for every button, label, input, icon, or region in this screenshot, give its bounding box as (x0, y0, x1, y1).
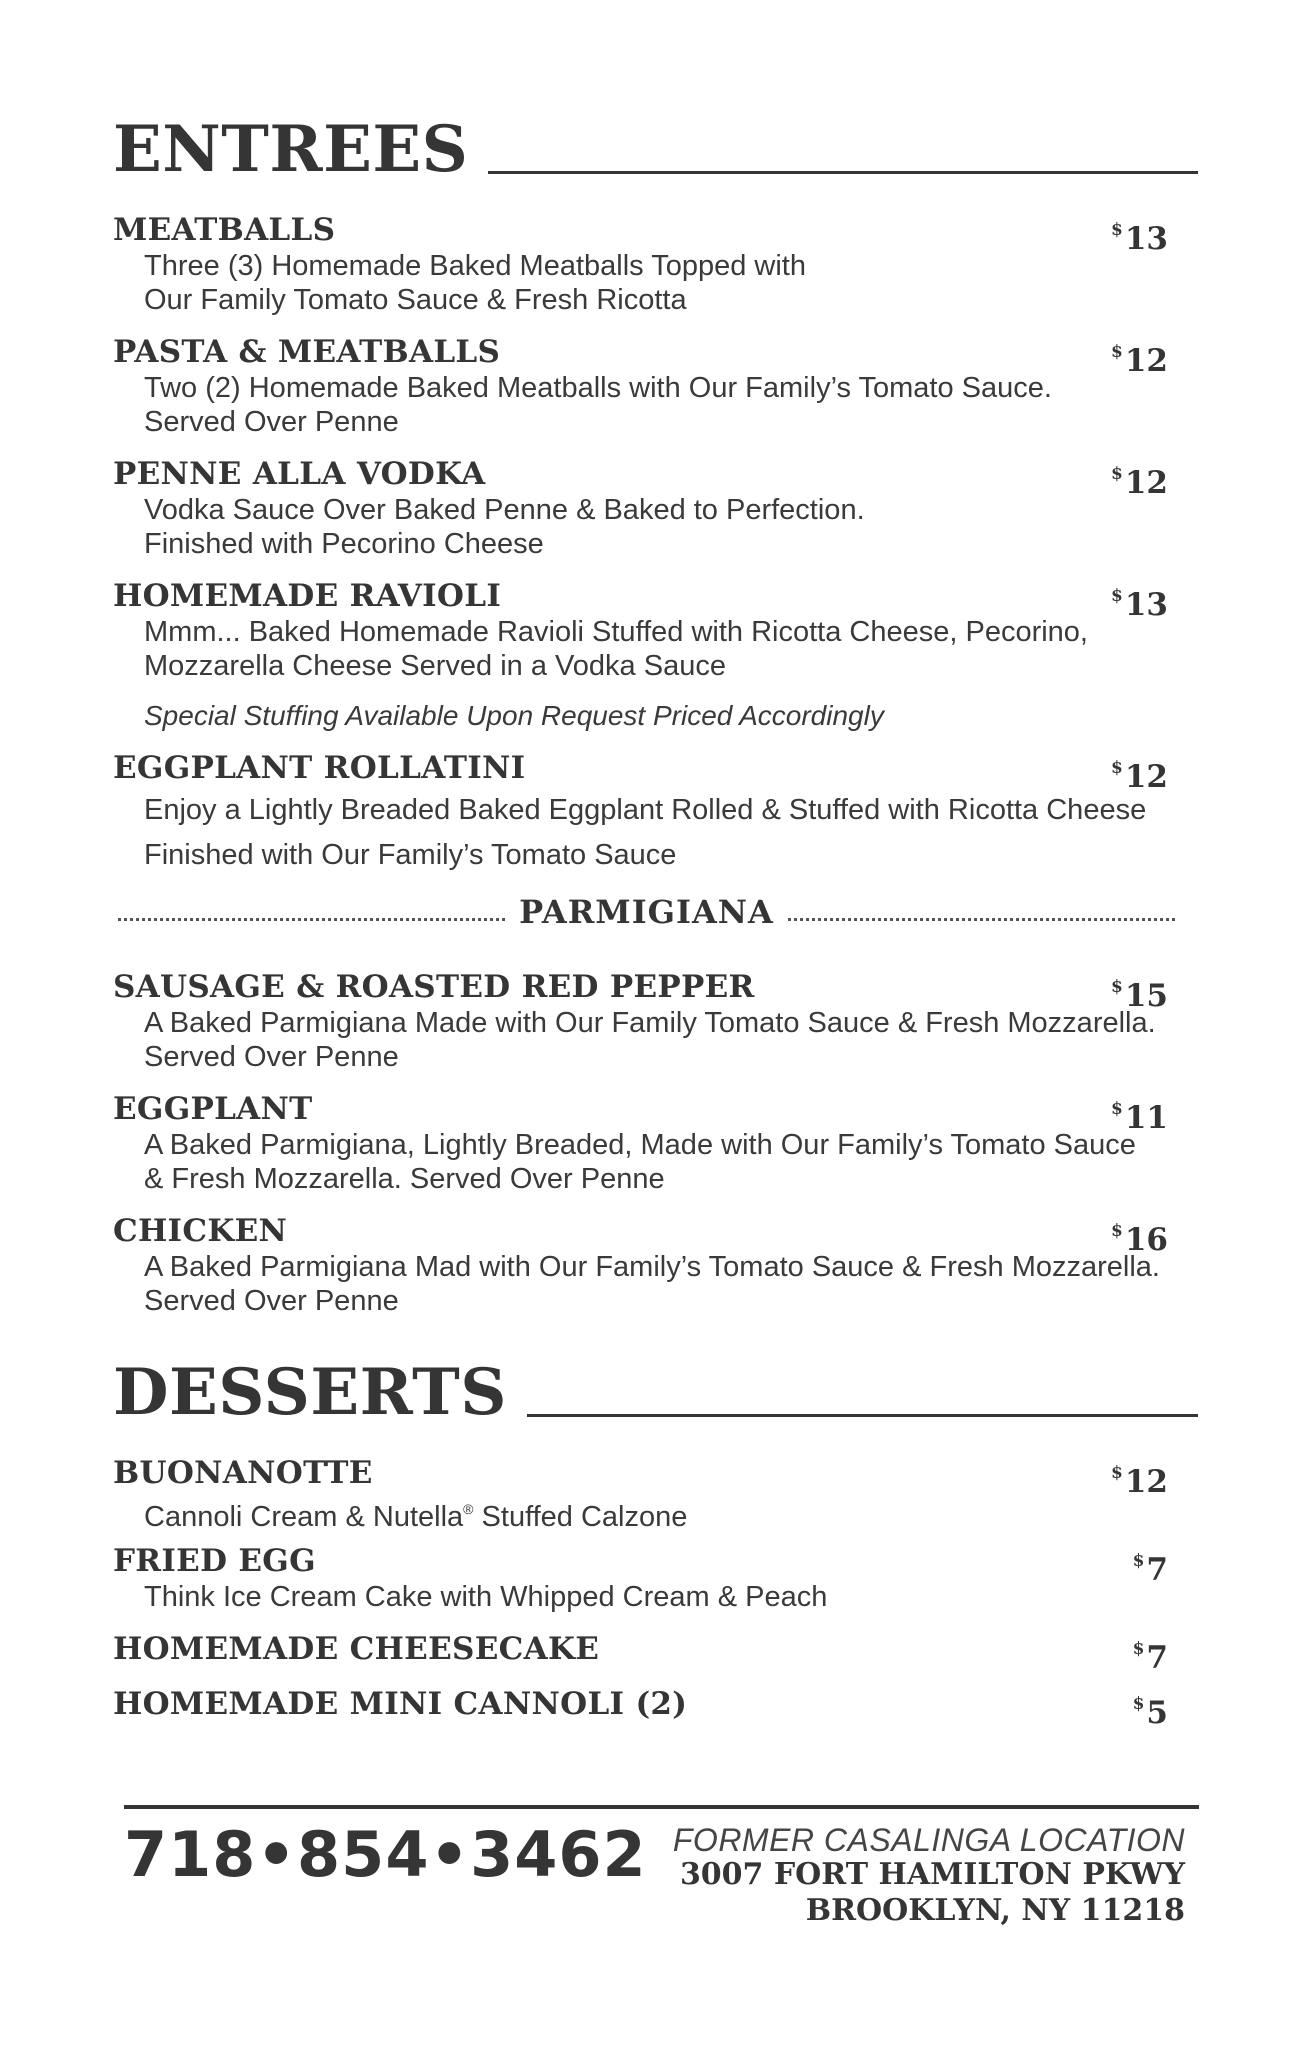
menu-item (113, 1212, 1168, 1318)
item-description: Two (2) Homemade Baked Meatballs with Our Family’s Tomato Sauce. (144, 372, 1052, 404)
item-description: Mmm... Baked Homemade Ravioli Stuffed with Ricotta Cheese, Pecorino, (144, 616, 1088, 648)
menu-item (113, 1542, 1168, 1614)
item-description: Served Over Penne (144, 406, 399, 438)
item-price (1111, 211, 1168, 258)
item-price (1111, 455, 1168, 502)
item-description: Finished with Our Family’s Tomato Sauce (144, 839, 677, 871)
menu-item (113, 455, 1168, 561)
item-price (1111, 1454, 1168, 1501)
entrees-title: ENTREES (113, 112, 469, 187)
item-name: HOMEMADE MINI CANNOLI (2) (113, 1686, 688, 1722)
item-name: HOMEMADE RAVIOLI (113, 578, 502, 614)
item-name: FRIED EGG (113, 1543, 316, 1579)
item-description: Our Family Tomato Sauce & Fresh Ricotta (144, 284, 687, 316)
item-description (144, 1492, 1168, 1534)
item-description: Served Over Penne (144, 1041, 399, 1073)
currency-symbol: $ (1111, 1099, 1123, 1119)
item-price (1111, 333, 1168, 380)
footer-rule (124, 1805, 1199, 1809)
currency-symbol: $ (1111, 586, 1123, 606)
price-value: 12 (1124, 343, 1168, 379)
item-description: Three (3) Homemade Baked Meatballs Topped with (144, 250, 806, 282)
price-value: 12 (1124, 1464, 1168, 1500)
price-value: 12 (1124, 759, 1168, 795)
menu-item (113, 577, 1168, 733)
desserts-title: DESSERTS (113, 1355, 507, 1430)
menu-item (113, 1630, 1168, 1676)
desserts-rule (527, 1414, 1198, 1417)
item-description: Mozzarella Cheese Served in a Vodka Sauce (144, 650, 726, 682)
currency-symbol: $ (1111, 1463, 1123, 1483)
item-name: BUONANOTTE (113, 1455, 373, 1491)
currency-symbol: $ (1111, 342, 1123, 362)
item-name: EGGPLANT ROLLATINI (113, 750, 526, 786)
item-name: MEATBALLS (113, 212, 336, 248)
item-name: PASTA & MEATBALLS (113, 334, 501, 370)
city-address: BROOKLYN, NY 11218 (805, 1893, 1185, 1928)
item-price (1133, 1630, 1168, 1677)
currency-symbol: $ (1132, 1551, 1145, 1571)
dotted-rule-right (788, 918, 1175, 921)
item-description: Finished with Pecorino Cheese (144, 528, 544, 560)
parmigiana-header (118, 892, 1175, 932)
street-address: 3007 FORT HAMILTON PKWY (679, 1857, 1185, 1892)
price-value: 5 (1146, 1695, 1168, 1731)
price-value: 16 (1124, 1222, 1168, 1258)
menu-item (113, 211, 1168, 317)
currency-symbol: $ (1111, 220, 1123, 240)
item-price (1111, 749, 1168, 796)
price-value: 7 (1146, 1640, 1168, 1676)
entrees-header (113, 112, 1198, 187)
item-description: Vodka Sauce Over Baked Penne & Baked to Perfection. (144, 494, 865, 526)
item-name: HOMEMADE CHEESECAKE (113, 1631, 600, 1667)
menu-item (113, 968, 1168, 1074)
price-value: 13 (1124, 221, 1168, 257)
item-description: A Baked Parmigiana, Lightly Breaded, Made with Our Family’s Tomato Sauce (144, 1129, 1136, 1161)
menu-item (113, 1454, 1168, 1534)
item-price (1111, 1090, 1168, 1137)
former-location: FORMER CASALINGA LOCATION (672, 1822, 1185, 1858)
entrees-rule (488, 171, 1198, 174)
dotted-rule-left (118, 918, 505, 921)
item-description: A Baked Parmigiana Mad with Our Family’s Tomato Sauce & Fresh Mozzarella. (144, 1251, 1160, 1283)
item-price (1111, 577, 1168, 624)
item-description: A Baked Parmigiana Made with Our Family Tomato Sauce & Fresh Mozzarella. (144, 1007, 1156, 1039)
item-note: Special Stuffing Available Upon Request Priced Accordingly (144, 700, 884, 731)
item-description: Think Ice Cream Cake with Whipped Cream & Peach (144, 1581, 828, 1613)
item-name: SAUSAGE & ROASTED RED PEPPER (113, 969, 755, 1005)
desc-text: Cannoli Cream & Nutella (144, 1501, 464, 1533)
currency-symbol: $ (1111, 1221, 1123, 1241)
currency-symbol: $ (1132, 1639, 1145, 1659)
item-price (1133, 1542, 1168, 1589)
price-value: 12 (1124, 465, 1168, 501)
item-name: EGGPLANT (113, 1091, 313, 1127)
phone-number: 718•854•3462 (124, 1818, 647, 1891)
parmigiana-title: PARMIGIANA (519, 893, 774, 931)
menu-item (113, 749, 1168, 877)
item-price (1133, 1685, 1168, 1732)
desserts-header (113, 1355, 1198, 1430)
currency-symbol: $ (1111, 758, 1123, 778)
item-description: Enjoy a Lightly Breaded Baked Eggplant Rolled & Stuffed with Ricotta Cheese (144, 794, 1147, 826)
desc-text: Stuffed Calzone (473, 1501, 688, 1533)
menu-item (113, 333, 1168, 439)
menu-item (113, 1090, 1168, 1196)
price-value: 11 (1124, 1100, 1168, 1136)
currency-symbol: $ (1111, 464, 1123, 484)
item-description: Served Over Penne (144, 1285, 399, 1317)
currency-symbol: $ (1132, 1694, 1145, 1714)
address-block (673, 1823, 1185, 1929)
item-description: & Fresh Mozzarella. Served Over Penne (144, 1163, 665, 1195)
price-value: 13 (1124, 587, 1168, 623)
item-name: CHICKEN (113, 1213, 288, 1249)
price-value: 15 (1124, 978, 1168, 1014)
item-name: PENNE ALLA VODKA (113, 456, 486, 492)
registered-mark: ® (463, 1501, 474, 1517)
price-value: 7 (1146, 1552, 1168, 1588)
menu-item (113, 1685, 1168, 1731)
currency-symbol: $ (1111, 977, 1123, 997)
item-price (1111, 968, 1168, 1015)
item-price (1111, 1212, 1168, 1259)
